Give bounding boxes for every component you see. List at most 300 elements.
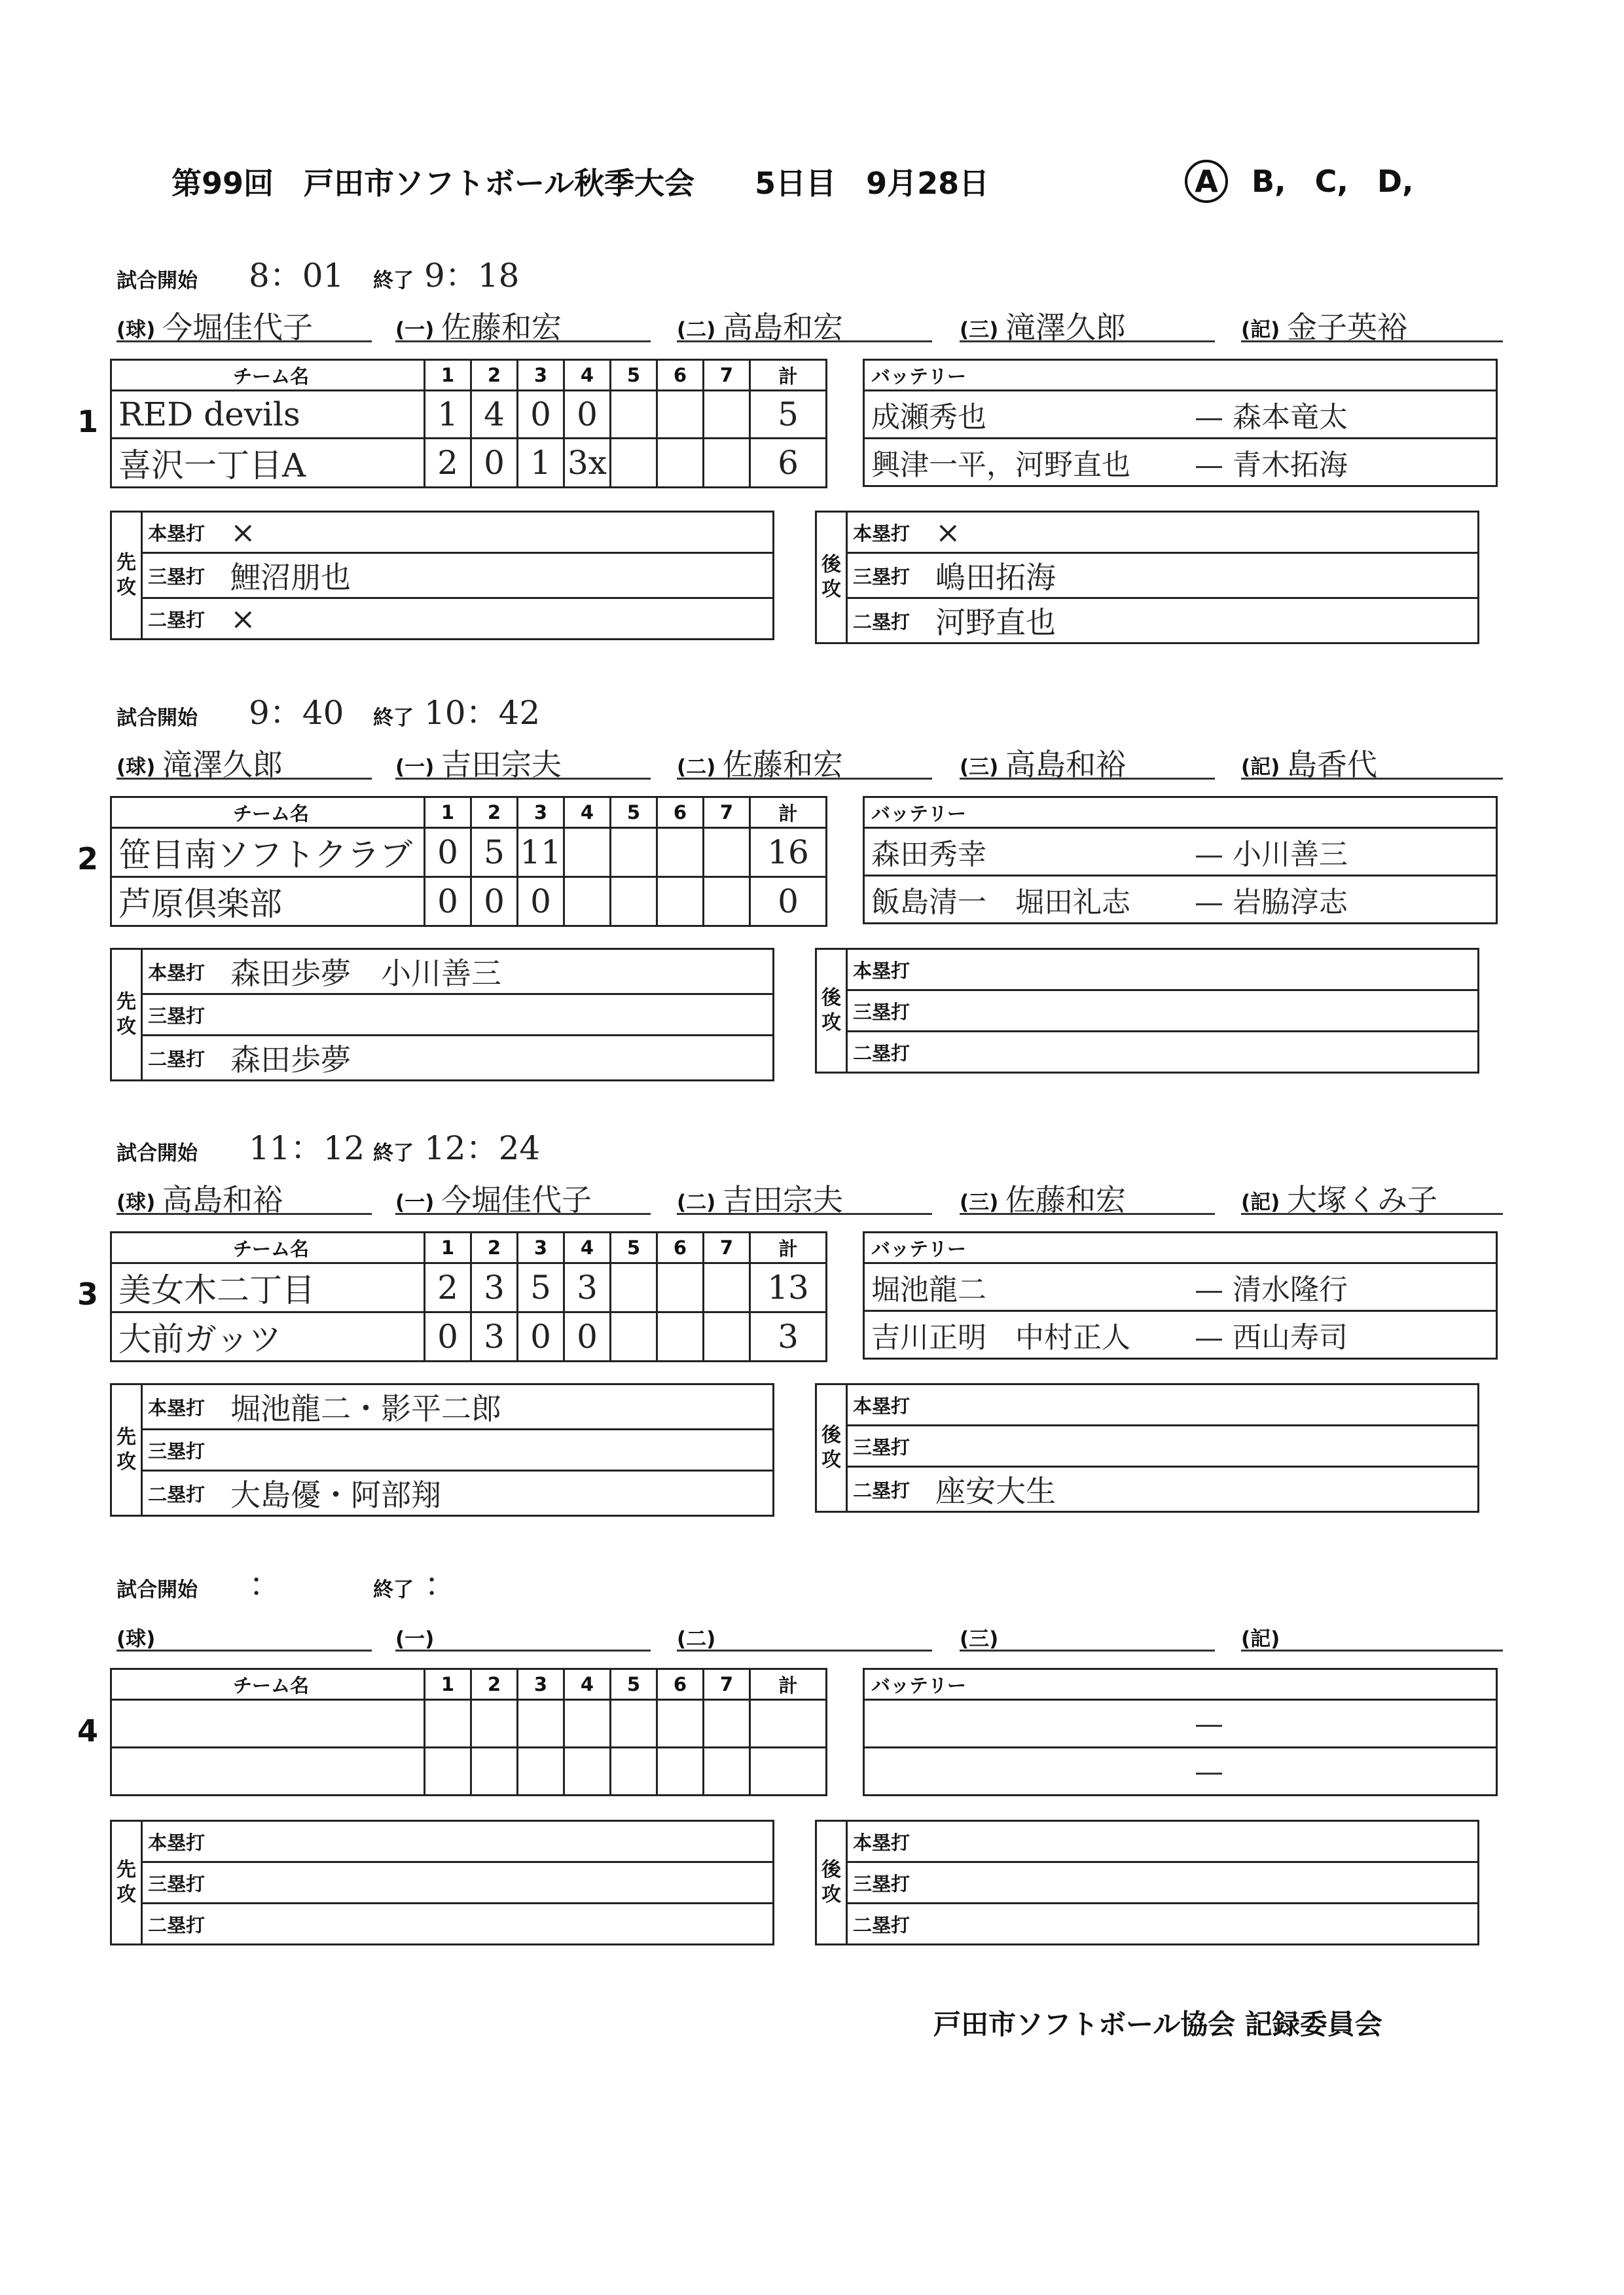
underline xyxy=(1241,1650,1503,1652)
battery-cell xyxy=(864,1311,1497,1359)
battery-table xyxy=(863,1231,1498,1360)
inning-header: 1 xyxy=(425,1669,471,1700)
total-score: 13 xyxy=(750,1263,827,1312)
battery-header: バッテリー xyxy=(864,360,1497,391)
end-time-value: ： xyxy=(424,1566,457,1604)
inning-header: 3 xyxy=(518,1669,564,1700)
class-option: B, xyxy=(1252,164,1286,199)
total-header: 計 xyxy=(750,1669,827,1700)
pitcher-names: 吉川正明 中村正人 xyxy=(871,1321,1130,1354)
second-attack-hits-table xyxy=(815,1820,1479,1945)
umpire-second-name: 高島和宏 xyxy=(723,310,843,345)
start-label: 試合開始 xyxy=(117,706,198,730)
battery-cell xyxy=(864,1263,1497,1311)
inning-score: 0 xyxy=(425,877,471,926)
battery-row xyxy=(864,391,1497,439)
catcher-name: 岩脇淳志 xyxy=(1233,886,1348,919)
inning-score xyxy=(611,391,657,439)
inning-score xyxy=(704,439,750,488)
inning-score xyxy=(564,828,611,877)
double-players xyxy=(930,1904,1479,1945)
triple-players xyxy=(930,990,1479,1032)
inning-header: 5 xyxy=(611,1233,657,1263)
battery-header: バッテリー xyxy=(864,1233,1497,1263)
double-label: 二塁打 xyxy=(142,1036,226,1081)
inning-score xyxy=(564,1700,611,1748)
end-label: 終了 xyxy=(373,269,414,293)
underline xyxy=(117,340,372,342)
umpire-second-label: (二) xyxy=(677,318,716,342)
inning-score xyxy=(704,828,750,877)
catcher-name: 森本竜太 xyxy=(1233,401,1348,434)
inning-score xyxy=(657,439,704,488)
hits-row xyxy=(111,1862,774,1904)
inning-header: 7 xyxy=(704,1669,750,1700)
team-row xyxy=(111,391,827,439)
hr-players xyxy=(930,1384,1479,1426)
team-name: 大前ガッツ xyxy=(111,1312,425,1362)
battery-row xyxy=(864,1311,1497,1359)
underline xyxy=(395,1213,651,1215)
dash-separator xyxy=(1196,1339,1222,1341)
page-title: 第99回 戸田市ソフトボール秋季大会 5日目 9月28日 xyxy=(171,166,990,201)
score-table xyxy=(110,1231,827,1362)
umpire-first-label: (一) xyxy=(395,1191,435,1214)
team-row xyxy=(111,1700,827,1748)
dash-separator xyxy=(1196,856,1222,858)
inning-score: 0 xyxy=(471,439,518,488)
hits-row xyxy=(111,1036,774,1081)
underline xyxy=(1241,778,1503,780)
inning-header: 4 xyxy=(564,797,611,828)
end-label: 終了 xyxy=(373,706,414,730)
score-table xyxy=(110,1668,827,1796)
class-option: C, xyxy=(1314,164,1348,199)
umpire-first-name: 吉田宗夫 xyxy=(441,747,562,782)
inning-score: 0 xyxy=(518,877,564,926)
triple-players xyxy=(930,1426,1479,1467)
inning-score xyxy=(425,1748,471,1796)
inning-header: 2 xyxy=(471,360,518,391)
hits-row xyxy=(111,1471,774,1516)
catcher-name: 西山寿司 xyxy=(1233,1321,1348,1354)
inning-header: 4 xyxy=(564,360,611,391)
battery-cell xyxy=(864,439,1497,486)
score-table xyxy=(110,359,827,488)
dash-separator xyxy=(1196,418,1222,420)
pitcher-names: 堀池龍二 xyxy=(871,1273,986,1307)
inning-score xyxy=(611,877,657,926)
team-row xyxy=(111,1312,827,1362)
inning-score xyxy=(704,877,750,926)
inning-score xyxy=(704,391,750,439)
inning-header: 3 xyxy=(518,360,564,391)
double-label: 二塁打 xyxy=(142,1471,226,1516)
team-name-header: チーム名 xyxy=(111,797,425,828)
inning-score: 0 xyxy=(471,877,518,926)
inning-score xyxy=(657,877,704,926)
inning-score xyxy=(611,439,657,488)
double-label: 二塁打 xyxy=(847,598,931,643)
battery-table xyxy=(863,796,1498,924)
battery-table xyxy=(863,359,1498,487)
umpire-first-label: (一) xyxy=(395,1627,435,1651)
inning-score xyxy=(704,1312,750,1362)
umpire-third-name: 佐藤和宏 xyxy=(1005,1182,1126,1218)
inning-score: 0 xyxy=(518,1312,564,1362)
inning-score xyxy=(611,1700,657,1748)
hits-row xyxy=(111,1821,774,1862)
triple-players xyxy=(225,1862,774,1904)
inning-score xyxy=(657,1312,704,1362)
inning-score: 3x xyxy=(564,439,611,488)
battery-row xyxy=(864,1700,1497,1748)
inning-score: 0 xyxy=(425,1312,471,1362)
inning-score xyxy=(611,1312,657,1362)
underline xyxy=(677,1213,932,1215)
hr-label: 本塁打 xyxy=(142,512,226,553)
team-row xyxy=(111,828,827,877)
game-number: 4 xyxy=(77,1713,99,1748)
battery-cell xyxy=(864,391,1497,439)
dash-separator xyxy=(1196,1773,1222,1775)
hits-row xyxy=(111,1904,774,1945)
underline xyxy=(677,778,932,780)
double-label: 二塁打 xyxy=(847,1032,931,1073)
hits-row xyxy=(816,1032,1479,1073)
inning-score xyxy=(518,1700,564,1748)
start-label: 試合開始 xyxy=(117,1142,198,1165)
team-name: 美女木二丁目 xyxy=(111,1263,425,1312)
first-attack-label: 先攻 xyxy=(111,512,142,640)
battery-row xyxy=(864,876,1497,924)
second-attack-label: 後攻 xyxy=(816,949,847,1073)
score-header-row xyxy=(111,797,827,828)
inning-header: 1 xyxy=(425,1233,471,1263)
pitcher-names: 森田秀幸 xyxy=(871,838,986,871)
umpire-second-name: 吉田宗夫 xyxy=(723,1182,843,1218)
inning-score: 3 xyxy=(471,1263,518,1312)
battery-row xyxy=(864,1748,1497,1796)
battery-row xyxy=(864,828,1497,876)
recorder-label: (記) xyxy=(1241,1191,1280,1214)
umpire-pitcher-label: (球) xyxy=(117,1191,156,1214)
underline xyxy=(395,340,651,342)
inning-score xyxy=(657,1748,704,1796)
inning-score xyxy=(657,1263,704,1312)
inning-score: 11 xyxy=(518,828,564,877)
inning-score: 1 xyxy=(518,439,564,488)
end-label: 終了 xyxy=(373,1578,414,1602)
start-label: 試合開始 xyxy=(117,1578,198,1602)
inning-score: 4 xyxy=(471,391,518,439)
inning-header: 3 xyxy=(518,1233,564,1263)
inning-header: 6 xyxy=(657,360,704,391)
hr-label: 本塁打 xyxy=(142,949,226,994)
recorder-label: (記) xyxy=(1241,318,1280,342)
triple-label: 三塁打 xyxy=(142,1862,226,1904)
hits-row xyxy=(816,1426,1479,1467)
catcher-name: 小川善三 xyxy=(1233,838,1348,871)
inning-score xyxy=(704,1263,750,1312)
total-score: 3 xyxy=(750,1312,827,1362)
team-name-header: チーム名 xyxy=(111,360,425,391)
inning-score: 0 xyxy=(564,391,611,439)
triple-label: 三塁打 xyxy=(847,990,931,1032)
inning-score xyxy=(611,1263,657,1312)
total-header: 計 xyxy=(750,797,827,828)
start-label: 試合開始 xyxy=(117,269,198,293)
hr-label: 本塁打 xyxy=(142,1821,226,1862)
inning-score: 2 xyxy=(425,439,471,488)
umpire-second-label: (二) xyxy=(677,755,716,779)
inning-score xyxy=(611,1748,657,1796)
battery-row xyxy=(864,439,1497,486)
umpire-first-label: (一) xyxy=(395,318,435,342)
umpire-second-label: (二) xyxy=(677,1627,716,1651)
hits-row xyxy=(816,1384,1479,1426)
umpire-pitcher-name: 高島和裕 xyxy=(162,1182,283,1218)
total-header: 計 xyxy=(750,360,827,391)
team-name xyxy=(111,1700,425,1748)
double-label: 二塁打 xyxy=(847,1904,931,1945)
team-name-header: チーム名 xyxy=(111,1233,425,1263)
inning-header: 7 xyxy=(704,1233,750,1263)
umpire-pitcher-label: (球) xyxy=(117,755,156,779)
hits-row xyxy=(816,1467,1479,1512)
recorder-name: 島香代 xyxy=(1287,747,1377,782)
hr-label: 本塁打 xyxy=(142,1384,226,1430)
hits-row xyxy=(111,994,774,1036)
start-time-value: 8：01 xyxy=(249,257,344,295)
inning-score xyxy=(518,1748,564,1796)
first-attack-label: 先攻 xyxy=(111,1384,142,1516)
start-time-value: 11：12 xyxy=(249,1129,365,1167)
battery-cell xyxy=(864,1748,1497,1796)
inning-header: 1 xyxy=(425,797,471,828)
hits-row xyxy=(111,1384,774,1430)
hits-row xyxy=(816,949,1479,990)
inning-score xyxy=(657,828,704,877)
triple-players: 嶋田拓海 xyxy=(930,553,1479,598)
total-score: 6 xyxy=(750,439,827,488)
team-name: 喜沢一丁目A xyxy=(111,439,425,488)
hr-label: 本塁打 xyxy=(847,1384,931,1426)
hits-row xyxy=(816,553,1479,598)
inning-score: 3 xyxy=(564,1263,611,1312)
inning-score: 1 xyxy=(425,391,471,439)
underline xyxy=(395,1650,651,1652)
double-players: 大島優・阿部翔 xyxy=(225,1471,774,1516)
inning-score: 5 xyxy=(471,828,518,877)
inning-score xyxy=(657,1700,704,1748)
inning-score xyxy=(704,1748,750,1796)
umpire-second-label: (二) xyxy=(677,1191,716,1214)
first-attack-hits-table xyxy=(110,1383,774,1517)
inning-header: 5 xyxy=(611,1669,657,1700)
score-header-row xyxy=(111,1233,827,1263)
team-name: 笹目南ソフトクラブ xyxy=(111,828,425,877)
first-attack-label: 先攻 xyxy=(111,1821,142,1945)
umpire-third-label: (三) xyxy=(960,1191,999,1214)
inning-score xyxy=(704,1700,750,1748)
inning-score xyxy=(611,828,657,877)
second-attack-hits-table xyxy=(815,511,1479,644)
hits-row xyxy=(816,512,1479,553)
score-header-row xyxy=(111,360,827,391)
first-attack-hits-table xyxy=(110,1820,774,1945)
end-label: 終了 xyxy=(373,1142,414,1165)
total-score: 0 xyxy=(750,877,827,926)
team-name: RED devils xyxy=(111,391,425,439)
team-row xyxy=(111,1263,827,1312)
underline xyxy=(1241,340,1503,342)
battery-cell xyxy=(864,1700,1497,1748)
battery-cell xyxy=(864,876,1497,924)
team-row xyxy=(111,877,827,926)
triple-players xyxy=(225,1430,774,1471)
first-attack-hits-table xyxy=(110,511,774,640)
inning-header: 5 xyxy=(611,360,657,391)
dash-separator xyxy=(1196,903,1222,905)
class-selector xyxy=(1185,160,1432,203)
catcher-name: 青木拓海 xyxy=(1233,448,1348,482)
inning-score: 0 xyxy=(425,828,471,877)
total-score: 5 xyxy=(750,391,827,439)
double-players xyxy=(930,1032,1479,1073)
dash-separator xyxy=(1196,1291,1222,1293)
umpire-third-name: 高島和裕 xyxy=(1005,747,1126,782)
inning-score xyxy=(471,1700,518,1748)
inning-header: 6 xyxy=(657,797,704,828)
end-time-value: 12：24 xyxy=(424,1129,541,1167)
recorder-name: 大塚くみ子 xyxy=(1287,1182,1437,1218)
inning-header: 7 xyxy=(704,360,750,391)
inning-score xyxy=(564,1748,611,1796)
umpire-pitcher-label: (球) xyxy=(117,1627,156,1651)
hr-players: 堀池龍二・影平二郎 xyxy=(225,1384,774,1430)
team-name: 芦原倶楽部 xyxy=(111,877,425,926)
hr-players: × xyxy=(930,512,1479,553)
total-score xyxy=(750,1748,827,1796)
hr-players: × xyxy=(225,512,774,553)
hr-players xyxy=(930,1821,1479,1862)
hits-row xyxy=(111,512,774,553)
umpire-pitcher-label: (球) xyxy=(117,318,156,342)
double-players: 河野直也 xyxy=(930,598,1479,643)
underline xyxy=(677,340,932,342)
game-number: 3 xyxy=(77,1276,99,1312)
umpire-second-name: 佐藤和宏 xyxy=(723,747,843,782)
umpire-first-name: 今堀佳代子 xyxy=(441,1182,592,1218)
hits-row xyxy=(816,598,1479,643)
total-header: 計 xyxy=(750,1233,827,1263)
dash-separator xyxy=(1196,1725,1222,1727)
catcher-name: 清水隆行 xyxy=(1233,1273,1348,1307)
inning-score xyxy=(425,1700,471,1748)
footer-organization: 戸田市ソフトボール協会 記録委員会 xyxy=(933,2008,1382,2040)
umpire-third-label: (三) xyxy=(960,1627,999,1651)
double-players xyxy=(225,1904,774,1945)
second-attack-label: 後攻 xyxy=(816,1384,847,1512)
umpire-third-name: 滝澤久郎 xyxy=(1005,310,1126,345)
inning-header: 5 xyxy=(611,797,657,828)
hr-label: 本塁打 xyxy=(847,1821,931,1862)
second-attack-hits-table xyxy=(815,1383,1479,1513)
underline xyxy=(117,1213,372,1215)
inning-header: 4 xyxy=(564,1669,611,1700)
inning-header: 2 xyxy=(471,1669,518,1700)
inning-header: 2 xyxy=(471,797,518,828)
hr-label: 本塁打 xyxy=(847,949,931,990)
umpire-third-label: (三) xyxy=(960,755,999,779)
hits-row xyxy=(816,1862,1479,1904)
recorder-name: 金子英裕 xyxy=(1287,310,1407,345)
umpire-pitcher-name: 滝澤久郎 xyxy=(162,747,283,782)
class-option: D, xyxy=(1377,164,1414,199)
inning-score: 5 xyxy=(518,1263,564,1312)
dash-separator xyxy=(1196,466,1222,468)
double-label: 二塁打 xyxy=(142,598,226,640)
underline xyxy=(960,1213,1215,1215)
inning-score: 3 xyxy=(471,1312,518,1362)
inning-score: 0 xyxy=(564,1312,611,1362)
recorder-label: (記) xyxy=(1241,1627,1280,1651)
game-number: 1 xyxy=(77,404,99,439)
recorder-label: (記) xyxy=(1241,755,1280,779)
triple-label: 三塁打 xyxy=(847,1426,931,1467)
hits-row xyxy=(816,1821,1479,1862)
total-score xyxy=(750,1700,827,1748)
battery-row xyxy=(864,1263,1497,1311)
total-score: 16 xyxy=(750,828,827,877)
hr-players xyxy=(930,949,1479,990)
start-time-value: ： xyxy=(249,1566,281,1604)
double-players: × xyxy=(225,598,774,640)
pitcher-names: 興津一平，河野直也 xyxy=(871,448,1130,482)
umpire-first-name: 佐藤和宏 xyxy=(441,310,562,345)
hits-row xyxy=(111,949,774,994)
triple-label: 三塁打 xyxy=(142,994,226,1036)
hits-row xyxy=(111,553,774,598)
umpire-third-label: (三) xyxy=(960,318,999,342)
class-a-circled: A xyxy=(1185,160,1228,203)
triple-players xyxy=(930,1862,1479,1904)
umpire-pitcher-name: 今堀佳代子 xyxy=(162,310,313,345)
hits-row xyxy=(816,1904,1479,1945)
inning-header: 3 xyxy=(518,797,564,828)
double-players: 森田歩夢 xyxy=(225,1036,774,1081)
inning-header: 6 xyxy=(657,1233,704,1263)
triple-label: 三塁打 xyxy=(847,553,931,598)
triple-label: 三塁打 xyxy=(142,1430,226,1471)
game-number: 2 xyxy=(77,841,99,876)
double-label: 二塁打 xyxy=(847,1467,931,1512)
pitcher-names: 成瀬秀也 xyxy=(871,401,986,434)
inning-score: 0 xyxy=(518,391,564,439)
underline xyxy=(960,340,1215,342)
underline xyxy=(117,778,372,780)
underline xyxy=(960,778,1215,780)
team-row xyxy=(111,1748,827,1796)
inning-score xyxy=(657,391,704,439)
battery-table xyxy=(863,1668,1498,1796)
start-time-value: 9：40 xyxy=(249,694,344,732)
triple-players: 鯉沼朋也 xyxy=(225,553,774,598)
triple-label: 三塁打 xyxy=(142,553,226,598)
inning-score: 2 xyxy=(425,1263,471,1312)
team-name-header: チーム名 xyxy=(111,1669,425,1700)
